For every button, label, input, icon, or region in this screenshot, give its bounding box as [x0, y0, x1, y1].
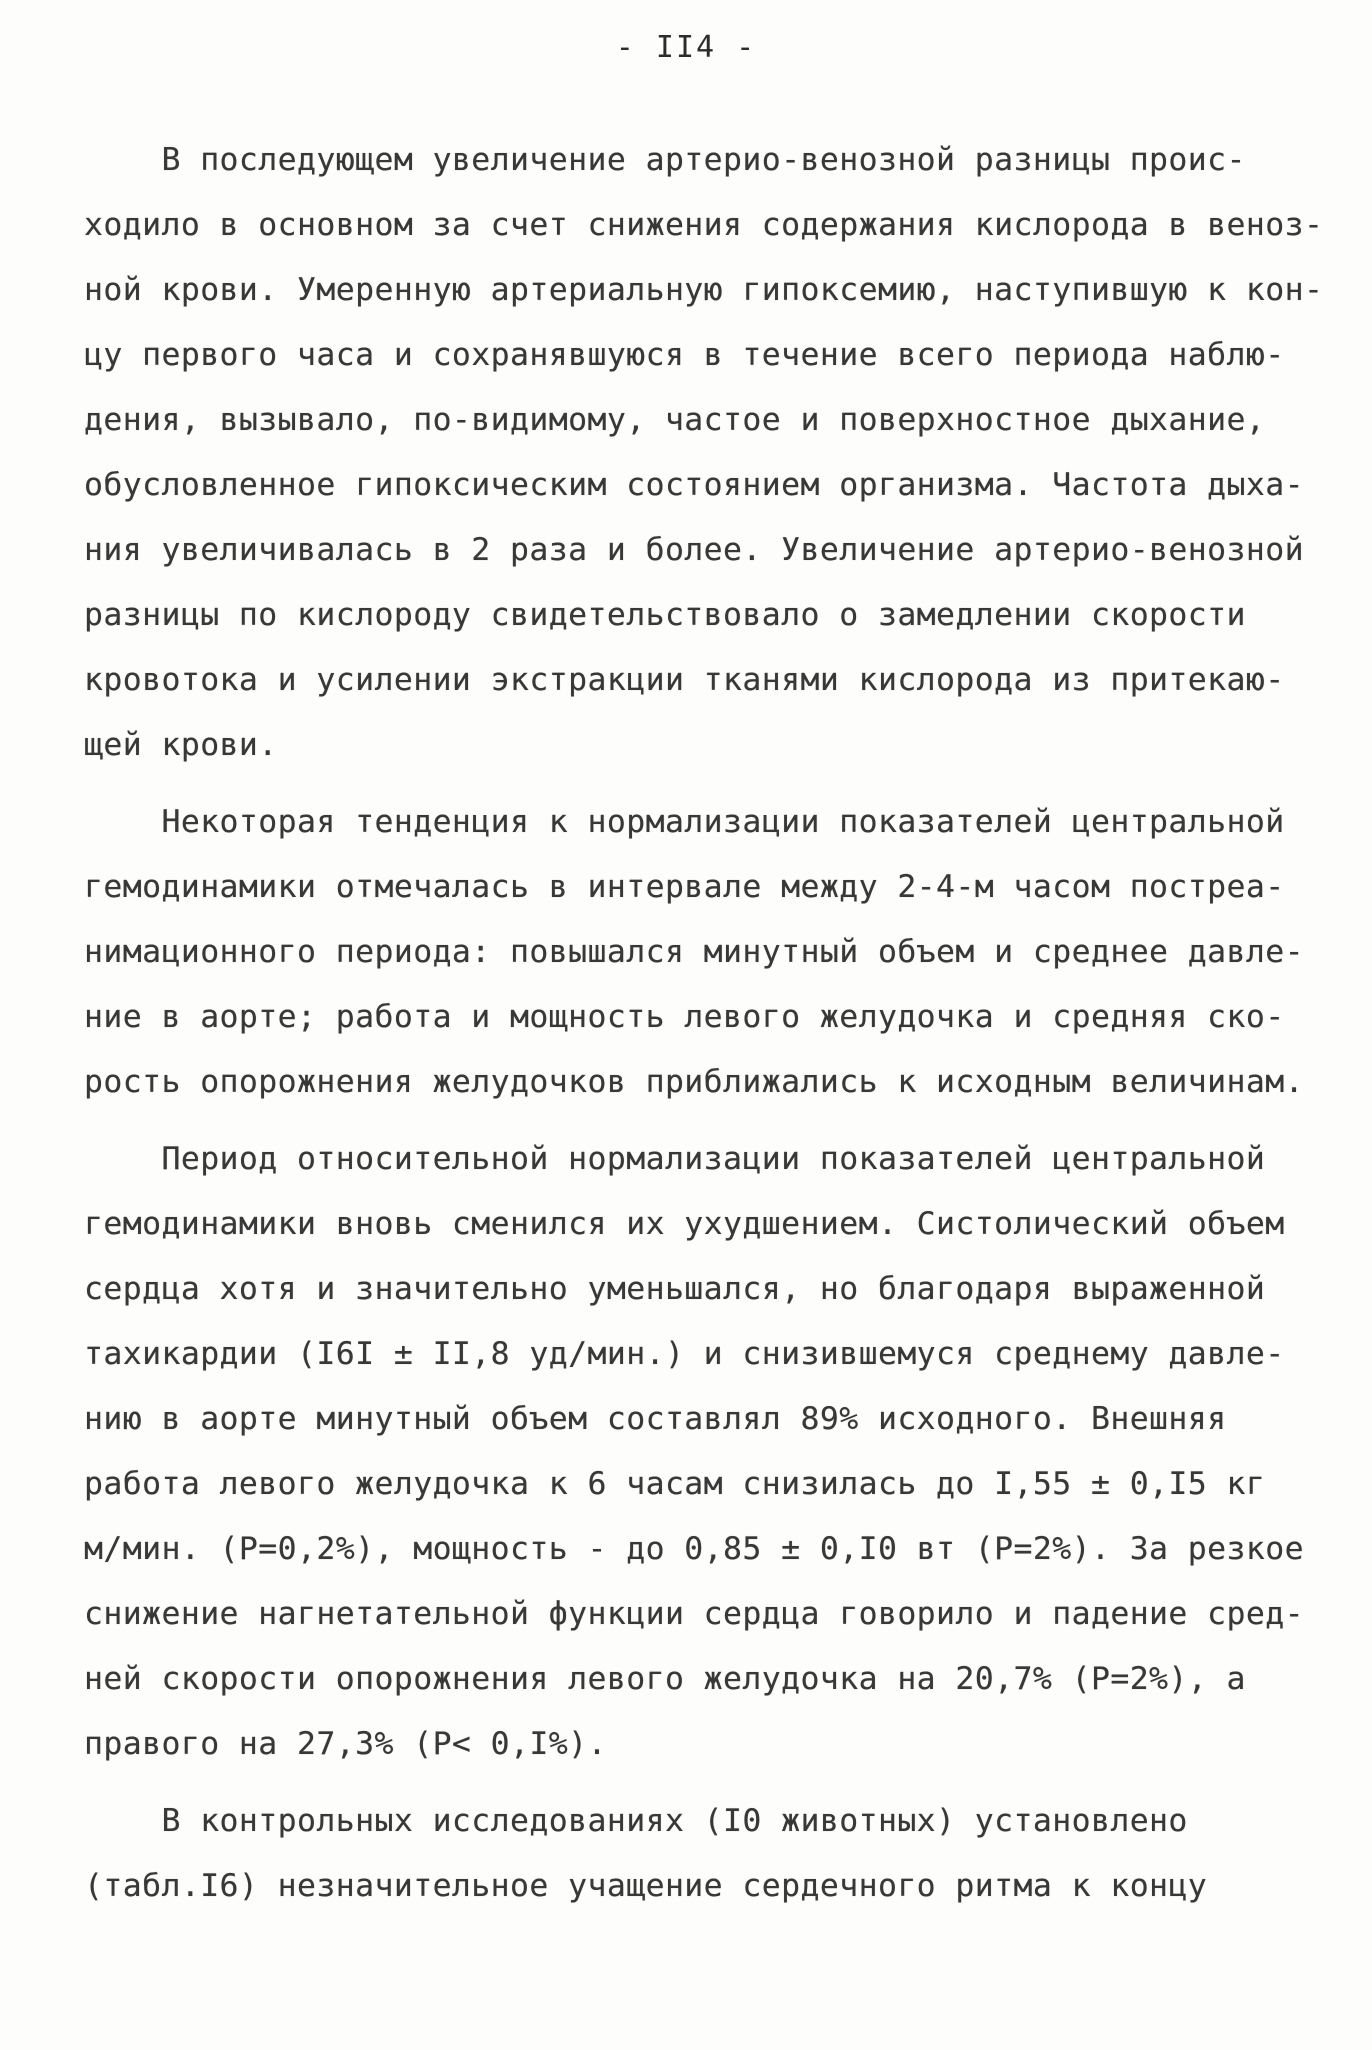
text-line: разницы по кислороду свидетельствовало о замедлении скорости [84, 597, 1246, 633]
text-line: дения, вызывало, по-видимому, частое и поверхностное дыхание, [84, 402, 1266, 438]
text-line: тахикардии (I6I ± II,8 уд/мин.) и снизившемуся среднему давле- [84, 1336, 1285, 1372]
text-line: ние в аорте; работа и мощность левого желудочка и средняя ско- [84, 999, 1285, 1035]
text-line: В последующем увеличение артерио-венозной разницы проис- [84, 142, 1246, 178]
text-line: снижение нагнетательной функции сердца говорило и падение сред- [84, 1596, 1304, 1632]
text-line: Некоторая тенденция к нормализации показателей центральной [84, 804, 1285, 840]
page-number: - II4 - [615, 30, 757, 65]
text-line: сердца хотя и значительно уменьшался, но благодаря выраженной [84, 1271, 1266, 1307]
text-line: гемодинамики вновь сменился их ухудшением. Систолический объем [84, 1206, 1285, 1242]
text-line: В контрольных исследованиях (I0 животных) установлено [84, 1803, 1188, 1839]
text-line: кровотока и усилении экстракции тканями кислорода из притекаю- [84, 662, 1285, 698]
text-line: ной крови. Умеренную артериальную гипоксемию, наступившую к кон- [84, 272, 1324, 308]
text-line: ней скорости опорожнения левого желудочка на 20,7% (Р=2%), а [84, 1661, 1246, 1697]
paragraph [84, 128, 1324, 778]
text-line: м/мин. (Р=0,2%), мощность - до 0,85 ± 0,I0 вт (Р=2%). За резкое [84, 1531, 1304, 1567]
text-line: обусловленное гипоксическим состоянием организма. Частота дыха- [84, 467, 1304, 503]
text-line: ния увеличивалась в 2 раза и более. Увеличение артерио-венозной [84, 532, 1304, 568]
paragraph [84, 790, 1304, 1115]
text-line: Период относительной нормализации показателей центральной [84, 1141, 1266, 1177]
text-line: правого на 27,3% (Р< 0,I%). [84, 1726, 607, 1762]
paragraph [84, 1789, 1304, 1919]
text-line: нимационного периода: повышался минутный объем и среднее давле- [84, 934, 1304, 970]
text-line: рость опорожнения желудочков приближались к исходным величинам. [84, 1064, 1304, 1100]
text-line: нию в аорте минутный объем составлял 89% исходного. Внешняя [84, 1401, 1227, 1437]
text-line: цу первого часа и сохранявшуюся в течение всего периода наблю- [84, 337, 1285, 373]
text-line: гемодинамики отмечалась в интервале между 2-4-м часом постреа- [84, 869, 1285, 905]
body-text [84, 128, 1324, 1919]
text-line: ходило в основном за счет снижения содержания кислорода в веноз- [84, 207, 1324, 243]
text-line: (табл.I6) незначительное учащение сердечного ритма к концу [84, 1868, 1208, 1904]
text-line: работа левого желудочка к 6 часам снизилась до I,55 ± 0,I5 кг [84, 1466, 1266, 1502]
text-line: щей крови. [84, 727, 278, 763]
paragraph [84, 1127, 1304, 1777]
